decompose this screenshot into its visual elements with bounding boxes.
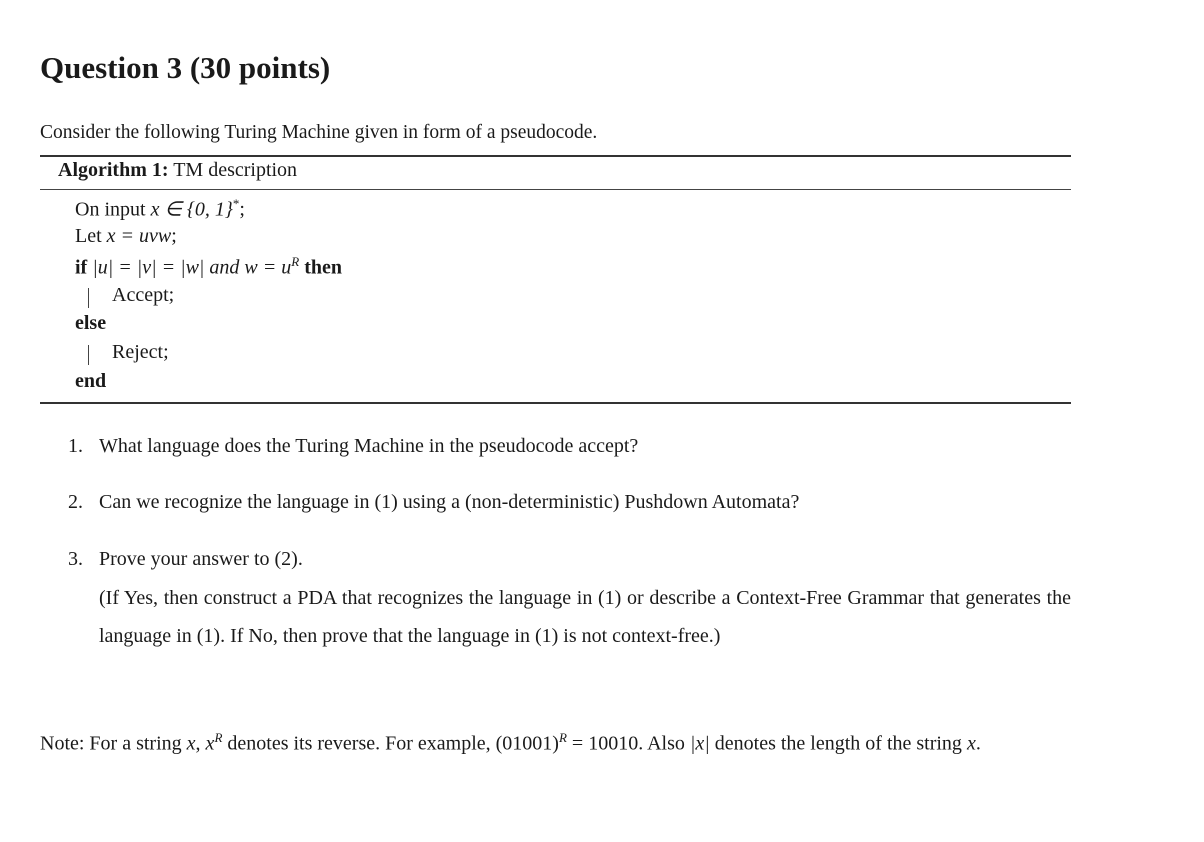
question-3-text: Prove your answer to (2). [99,548,303,570]
algorithm-label: Algorithm 1: [58,159,169,181]
input-star: * [232,196,240,211]
else-block-bar [88,345,89,365]
let-suffix: ; [171,225,177,247]
intro-text: Consider the following Turing Machine given in form of a pseudocode. [40,122,598,143]
algo-line-else: else [75,312,107,334]
algorithm-top-rule [40,155,1071,157]
if-and: and [209,256,240,279]
question-2-text: Can we recognize the language in (1) using a (non-deterministic) Pushdown Automata? [99,491,800,513]
if-block-bar [88,288,89,308]
question-title: Question 3 (30 points) [40,50,331,85]
question-3-detail: (If Yes, then construct a PDA that recognizes the language in (1) or describe a Context-Free Grammar that generates the language in (1). If No, then prove that the language in (1) is not context-free.) [99,587,1071,647]
question-2-number: 2. [68,491,83,513]
note-text-5: denotes the length of the string [709,732,967,755]
note-paragraph [40,719,1071,763]
note-sup-2: R [558,730,567,745]
if-keyword: if [75,256,88,279]
question-1-number: 1. [68,435,83,457]
algo-line-if [75,254,342,280]
algo-line-end: end [75,370,107,392]
algorithm-header [58,159,297,182]
note-text-3: denotes its reverse. For example, (01001) [222,732,559,755]
note-var-x1: x [186,732,196,755]
algo-line-reject: Reject; [112,341,169,363]
if-condition-2: w = u [239,256,292,279]
then-keyword: then [304,256,343,279]
let-math: x = uvw [106,225,172,247]
input-math: x ∈ {0, 1} [150,198,233,221]
algo-line-let [75,225,177,248]
note-var-x2: x [205,732,215,755]
question-1-text: What language does the Turing Machine in the pseudocode accept? [99,435,639,457]
input-prefix: On input [75,198,151,221]
note-abs-x: |x| [689,732,710,755]
algorithm-header-rule [40,189,1071,190]
note-text-2: , [195,732,206,755]
question-3-number: 3. [68,548,83,570]
algorithm-caption: TM description [173,159,298,181]
algo-line-accept: Accept; [112,284,175,306]
if-condition: |u| = |v| = |w| [87,256,210,279]
let-prefix: Let [75,225,107,247]
algo-line-input [75,196,245,222]
if-sup: R [291,254,300,269]
algorithm-bottom-rule [40,402,1071,404]
note-text-4: = 10010. Also [566,732,690,755]
note-text-6: . [975,732,981,755]
note-sup-1: R [214,730,223,745]
note-text-1: Note: For a string [40,732,187,755]
note-var-x3: x [966,732,976,755]
input-suffix: ; [239,198,245,221]
